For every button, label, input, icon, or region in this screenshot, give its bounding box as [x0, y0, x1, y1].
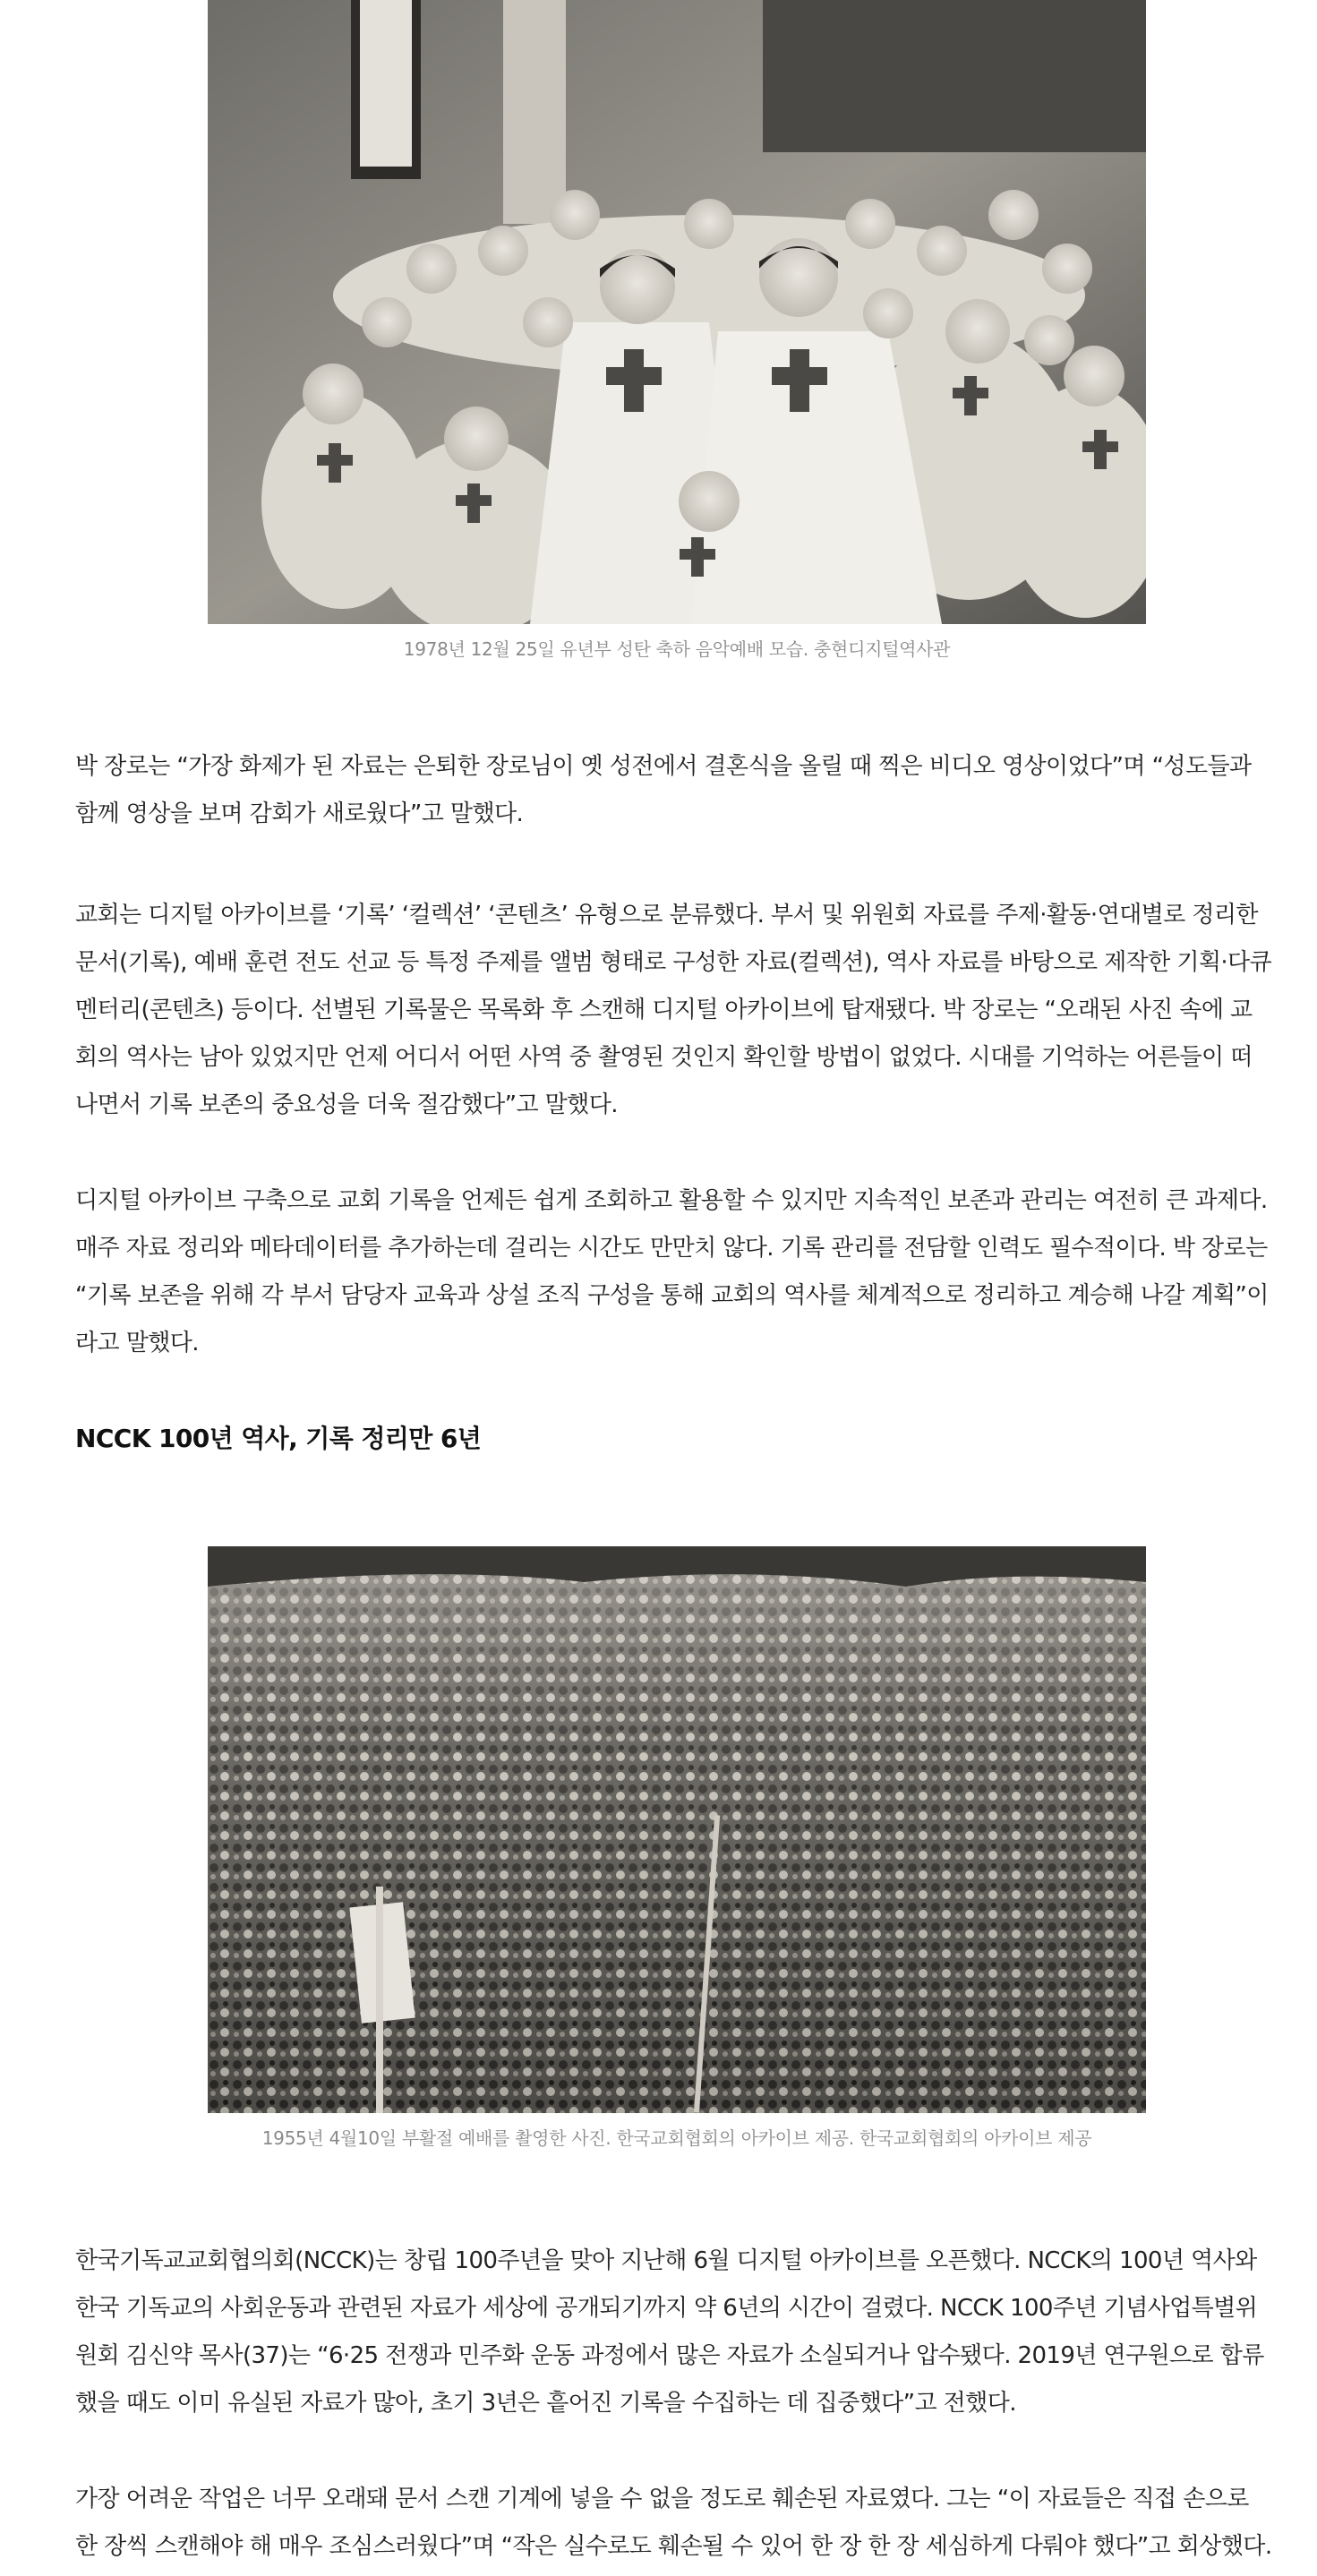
crowd-photo — [208, 1546, 1146, 2113]
paragraph-line: 박 장로는 “가장 화제가 된 자료는 은퇴한 장로님이 옛 성전에서 결혼식을 올릴 때 찍은 비디오 영상이었다”며 “성도들과 — [75, 753, 1252, 780]
paragraph-line: 나면서 기록 보존의 중요성을 더욱 절감했다”고 말했다. — [75, 1091, 618, 1118]
figure-crowd — [208, 1546, 1146, 2151]
paragraph-line: 디지털 아카이브 구축으로 교회 기록을 언제든 쉽게 조회하고 활용할 수 있지만 지속적인 보존과 관리는 여전히 큰 과제다. — [75, 1187, 1268, 1214]
paragraph-line: 교회는 디지털 아카이브를 ‘기록’ ‘컬렉션’ ‘콘텐츠’ 유형으로 분류했다. 부서 및 위원회 자료를 주제·활동·연대별로 정리한 — [75, 902, 1258, 929]
paragraph — [75, 2476, 1286, 2571]
paragraph-line: “기록 보존을 위해 각 부서 담당자 교육과 상설 조직 구성을 통해 교회의 역사를 체계적으로 정리하고 계승해 나갈 계획”이 — [75, 1282, 1269, 1309]
paragraph-line: 함께 영상을 보며 감회가 새로웠다”고 말했다. — [75, 800, 524, 827]
choir-photo — [208, 0, 1146, 624]
section-subheading: NCCK 100년 역사, 기록 정리만 6년 — [75, 1424, 482, 1453]
paragraph-line: 한국기독교교회협의회(NCCK)는 창립 100주년을 맞아 지난해 6월 디지털 아카이브를 오픈했다. NCCK의 100년 역사와 — [75, 2247, 1257, 2274]
paragraph — [75, 2238, 1286, 2427]
figure-caption: 1978년 12월 25일 유년부 성탄 축하 음악예배 모습. 충현디지털역사관 — [403, 638, 951, 660]
paragraph — [75, 892, 1286, 1129]
crowd-photo-image — [208, 1546, 1146, 2113]
paragraph-line: 했을 때도 이미 유실된 자료가 많아, 초기 3년은 흩어진 기록을 수집하는 데 집중했다”고 전했다. — [75, 2390, 1016, 2417]
paragraph-line: 한국 기독교의 사회운동과 관련된 자료가 세상에 공개되기까지 약 6년의 시간이 걸렸다. NCCK 100주년 기념사업특별위 — [75, 2295, 1258, 2322]
paragraph-line: 문서(기록), 예배 훈련 전도 선교 등 특정 주제를 앨범 형태로 구성한 자료(컬렉션), 역사 자료를 바탕으로 제작한 기획·다큐 — [75, 949, 1272, 976]
paragraph-line: 한 장씩 스캔해야 해 매우 조심스러웠다”며 “작은 실수로도 훼손될 수 있어 한 장 한 장 세심하게 다뤄야 했다”고 회상했다. — [75, 2533, 1272, 2560]
choir-photo-image — [208, 0, 1146, 624]
paragraph — [75, 743, 1286, 838]
figure-choir — [208, 0, 1146, 662]
figure-caption: 1955년 4월10일 부활절 예배를 촬영한 사진. 한국교회협회의 아카이브 제공. 한국교회협회의 아카이브 제공 — [261, 2127, 1092, 2149]
paragraph-line: 멘터리(콘텐츠) 등이다. 선별된 기록물은 목록화 후 스캔해 디지털 아카이브에 탑재됐다. 박 장로는 “오래된 사진 속에 교 — [75, 997, 1253, 1023]
paragraph-line: 매주 자료 정리와 메타데이터를 추가하는데 걸리는 시간도 만만치 않다. 기록 관리를 전담할 인력도 필수적이다. 박 장로는 — [75, 1235, 1268, 1262]
paragraph-line: 원회 김신약 목사(37)는 “6·25 전쟁과 민주화 운동 과정에서 많은 자료가 소실되거나 압수됐다. 2019년 연구원으로 합류 — [75, 2342, 1264, 2369]
paragraph — [75, 1177, 1286, 1367]
paragraph-line: 라고 말했다. — [75, 1330, 199, 1356]
paragraph-line: 회의 역사는 남아 있었지만 언제 어디서 어떤 사역 중 촬영된 것인지 확인할 방법이 없었다. 시대를 기억하는 어른들이 떠 — [75, 1044, 1253, 1071]
paragraph-line: 가장 어려운 작업은 너무 오래돼 문서 스캔 기계에 넣을 수 없을 정도로 훼손된 자료였다. 그는 “이 자료들은 직접 손으로 — [75, 2486, 1249, 2512]
